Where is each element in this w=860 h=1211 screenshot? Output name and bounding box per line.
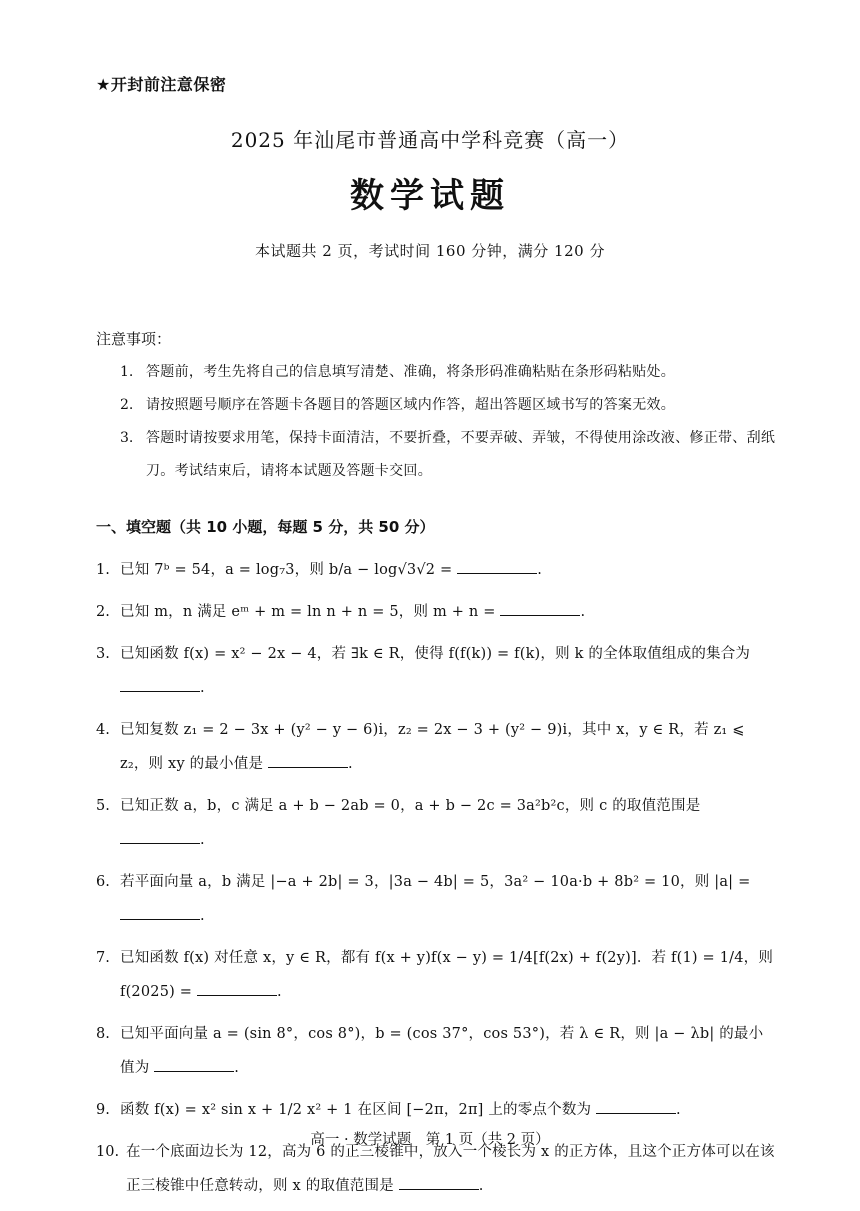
question-number: 10.	[96, 1144, 120, 1160]
notice-heading: 注意事项：	[96, 330, 172, 348]
notice-item	[120, 422, 780, 488]
question-number: 7.	[96, 950, 110, 966]
question-item	[96, 789, 776, 857]
question-number: 8.	[96, 1026, 110, 1042]
question-number: 5.	[96, 798, 110, 814]
question-text: 若平面向量 a，b 满足 |−a + 2b| = 3，|3a − 4b| = 5，3a² − 10a·b + 8b² = 10，则 |a| = .	[120, 874, 751, 924]
question-item	[96, 713, 776, 781]
notice-item	[120, 356, 780, 389]
question-item	[96, 941, 776, 1009]
confidential-label: ★开封前注意保密	[96, 75, 227, 94]
exam-info: 本试题共 2 页，考试时间 160 分钟，满分 120 分	[255, 242, 605, 260]
page-title: 数学试题	[350, 176, 510, 216]
answer-blank	[120, 677, 200, 692]
notice-text: 请按照题号顺序在答题卡各题目的答题区域内作答，超出答题区域书写的答案无效。	[146, 397, 676, 413]
notice-item	[120, 389, 780, 422]
answer-blank	[596, 1099, 676, 1114]
question-text: 已知 7ᵇ = 54，a = log₇3，则 b/a − log√3√2 = .	[120, 553, 776, 587]
notice-text: 答题前，考生先将自己的信息填写清楚、准确，将条形码准确粘贴在条形码粘贴处。	[146, 364, 676, 380]
question-text: 已知 m，n 满足 eᵐ + m = ln n + n = 5，则 m + n = .	[120, 595, 776, 629]
answer-blank	[500, 601, 580, 616]
notice-number: 3.	[120, 430, 134, 446]
question-item	[96, 553, 776, 587]
notice-text: 答题时请按要求用笔，保持卡面清洁，不要折叠，不要弄破、弄皱，不得使用涂改液、修正带、刮纸刀。考试结束后，请将本试题及答题卡交回。	[146, 430, 776, 479]
question-number: 4.	[96, 722, 110, 738]
question-text: 已知平面向量 a = (sin 8°，cos 8°)，b = (cos 37°，cos 53°)，若 λ ∈ R，则 |a − λb| 的最小值为 .	[120, 1026, 764, 1076]
answer-blank	[197, 981, 277, 996]
question-number: 6.	[96, 874, 110, 890]
answer-blank	[399, 1175, 479, 1190]
notice-number: 2.	[120, 397, 134, 413]
question-list	[96, 553, 776, 1211]
question-number: 3.	[96, 646, 110, 662]
question-number: 9.	[96, 1102, 110, 1118]
page-footer: 高一 · 数学试题 第 1 页（共 2 页）	[310, 1132, 550, 1148]
question-item	[96, 595, 776, 629]
notice-list	[120, 356, 780, 488]
question-text: 已知函数 f(x) 对任意 x，y ∈ R，都有 f(x + y)f(x − y) = 1/4[f(2x) + f(2y)]．若 f(1) = 1/4，则 f(2025) = .	[120, 950, 774, 1000]
question-item	[96, 637, 776, 705]
question-number: 2.	[96, 604, 110, 620]
question-text: 函数 f(x) = x² sin x + 1/2 x² + 1 在区间 [−2π，2π] 上的零点个数为 .	[120, 1093, 776, 1127]
answer-blank	[154, 1057, 234, 1072]
question-item	[96, 1017, 776, 1085]
question-text: 在一个底面边长为 12，高为 6 的正三棱锥中，放入一个棱长为 x 的正方体，且这个正方体可以在该正三棱锥中任意转动，则 x 的取值范围是 .	[126, 1144, 775, 1194]
notice-number: 1.	[120, 364, 134, 380]
question-text: 已知复数 z₁ = 2 − 3x + (y² − y − 6)i，z₂ = 2x − 3 + (y² − 9)i，其中 x，y ∈ R，若 z₁ ⩽ z₂，则 xy 的最小值是 .	[120, 722, 745, 772]
question-text: 已知函数 f(x) = x² − 2x − 4，若 ∃k ∈ R，使得 f(f(k)) = f(k)，则 k 的全体取值组成的集合为 .	[120, 646, 751, 696]
answer-blank	[120, 829, 200, 844]
contest-title: 2025 年汕尾市普通高中学科竞赛（高一）	[230, 128, 630, 152]
answer-blank	[457, 559, 537, 574]
question-item	[96, 865, 776, 933]
question-number: 1.	[96, 562, 110, 578]
question-item	[96, 1093, 776, 1127]
answer-blank	[268, 753, 348, 768]
answer-blank	[120, 905, 200, 920]
question-text: 已知正数 a，b，c 满足 a + b − 2ab = 0，a + b − 2c = 3a²b²c，则 c 的取值范围是 .	[120, 798, 701, 848]
section-heading: 一、填空题（共 10 小题，每题 5 分，共 50 分）	[96, 518, 435, 536]
